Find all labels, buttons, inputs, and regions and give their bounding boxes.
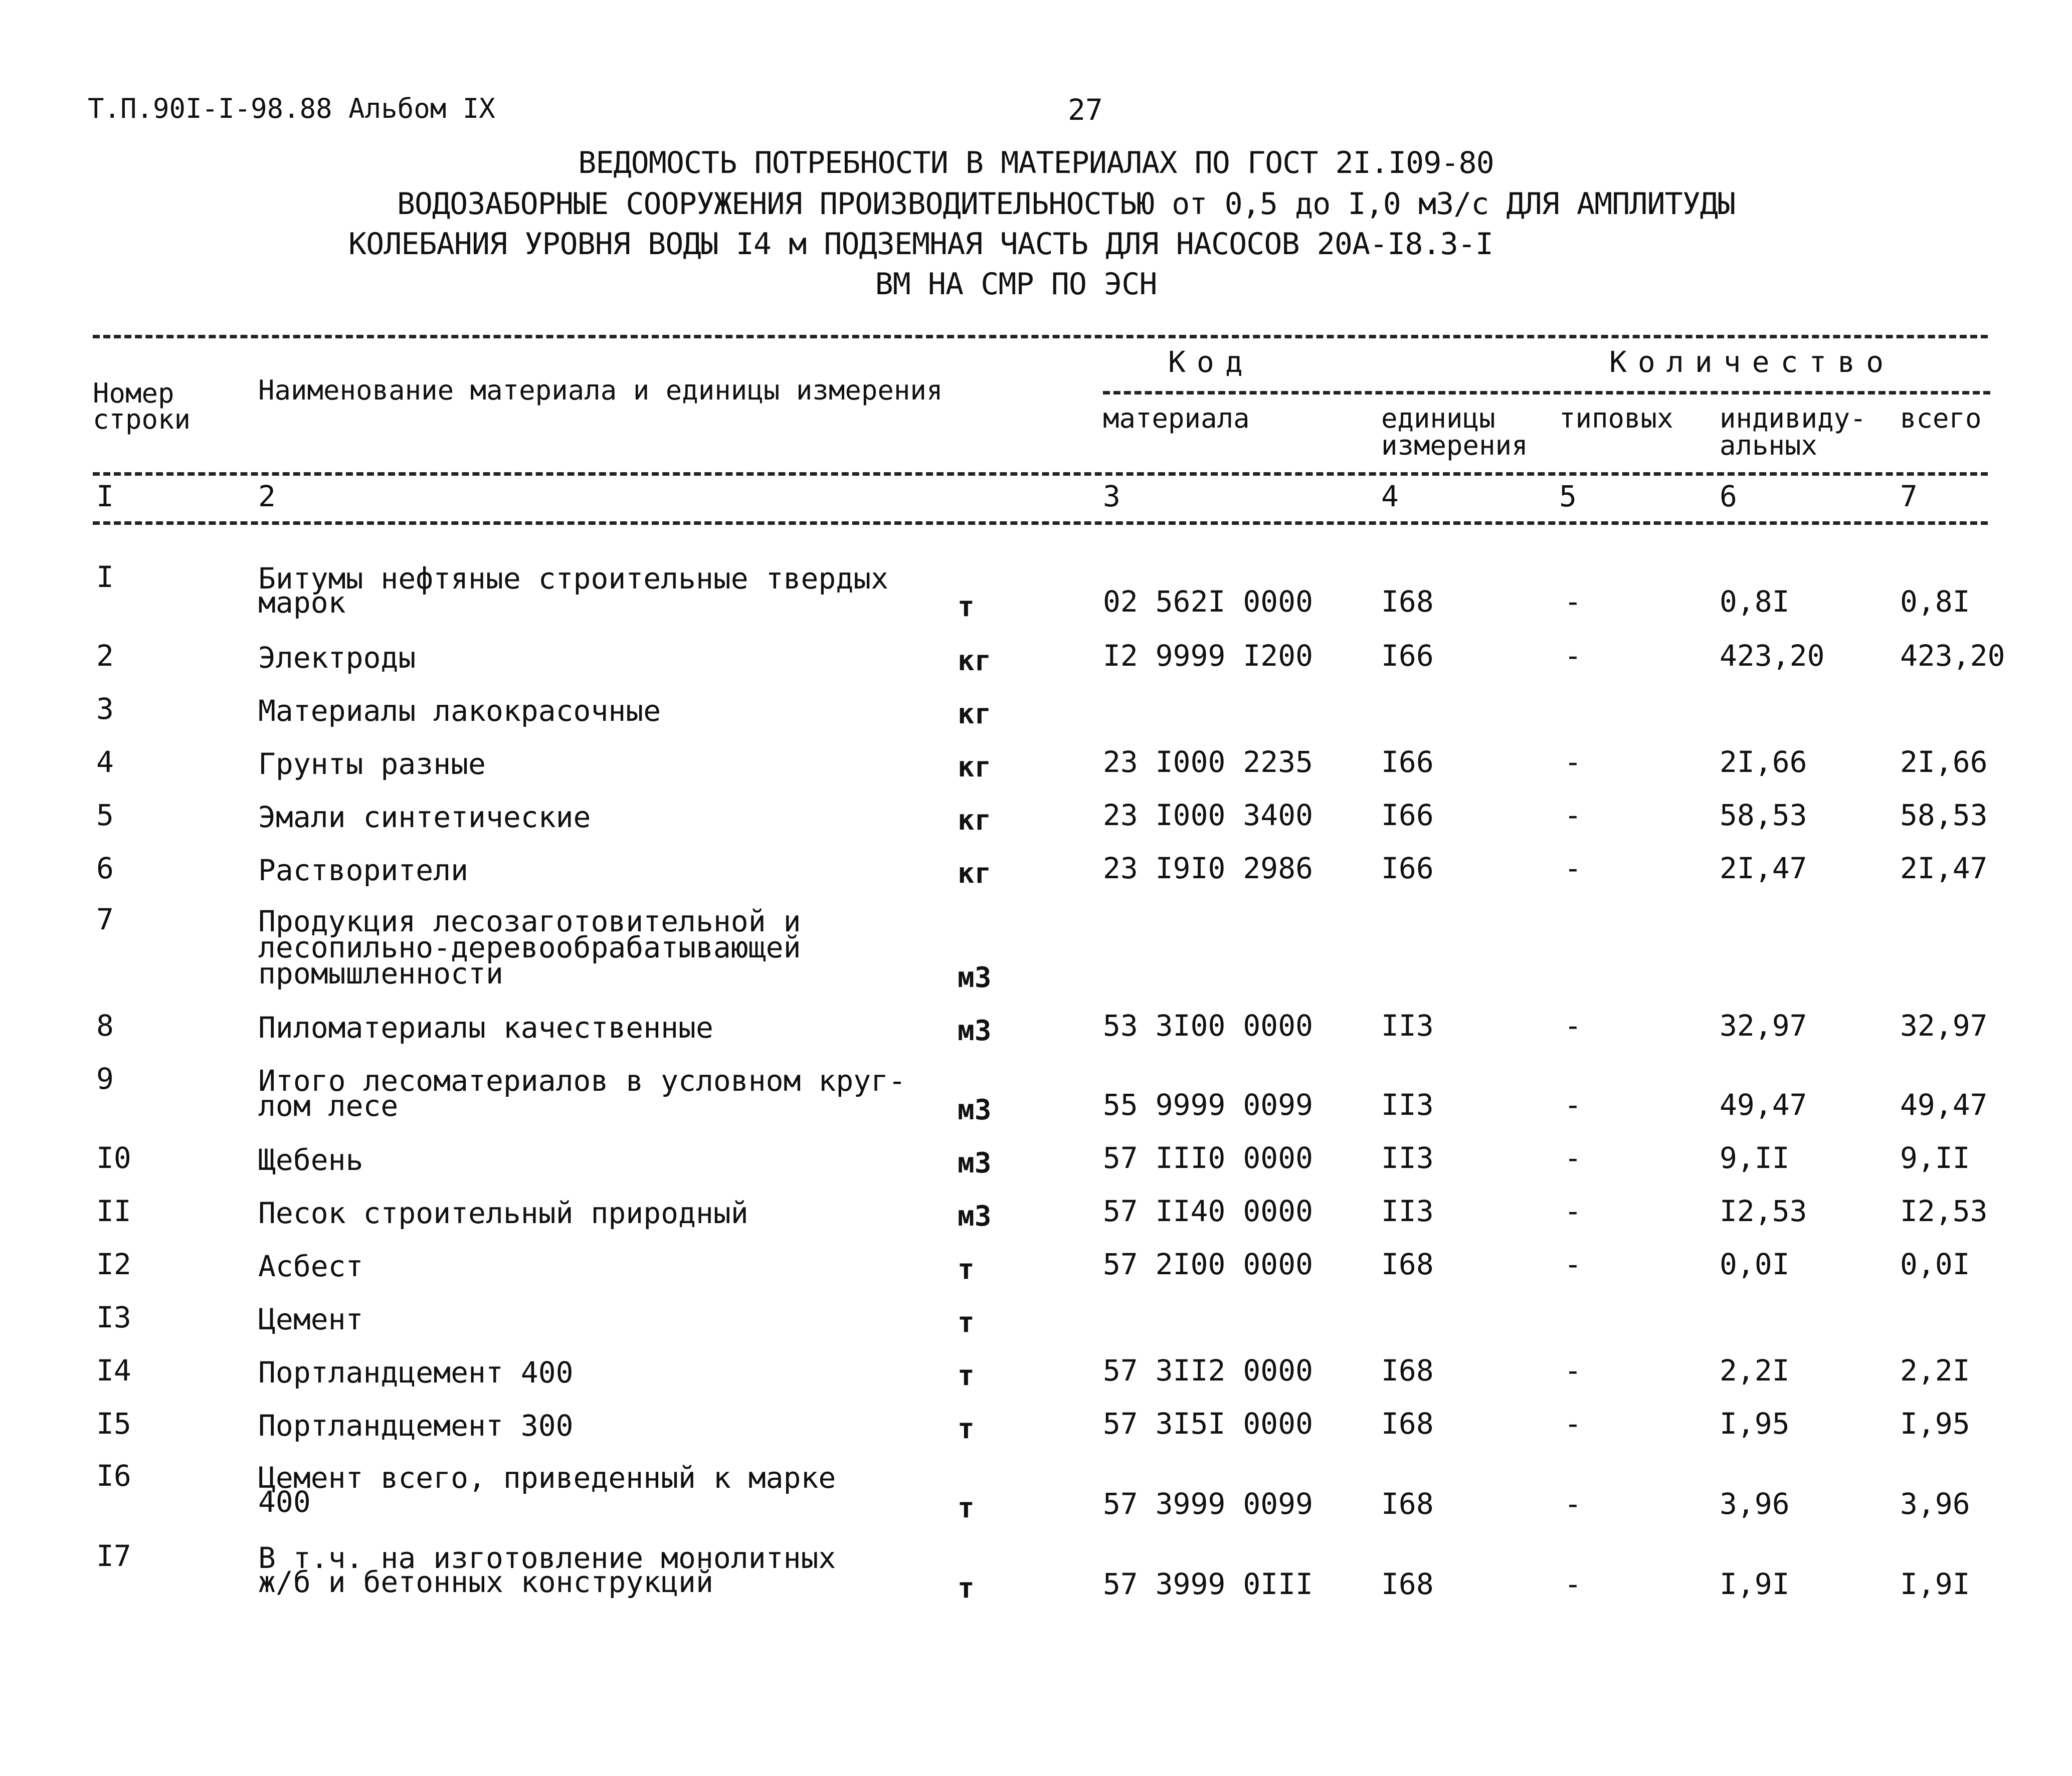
material-name: Щебень [258,1143,363,1177]
unit-code: II3 [1381,1088,1434,1122]
material-code: I2 9999 I200 [1103,639,1313,673]
header-row-number-1: Номер [93,377,174,409]
unit: т [958,1492,975,1524]
individual-qty: I,95 [1720,1407,1790,1441]
title-line-1: ВЕДОМОСТЬ ПОТРЕБНОСТИ В МАТЕРИАЛАХ ПО ГОСТ 2I.I09-80 [578,145,1494,180]
unit-code: I68 [1381,1407,1434,1441]
row-number: 5 [96,798,114,832]
page-number: 27 [1068,93,1103,127]
header-row-number-2: строки [93,404,191,435]
unit: м3 [958,1147,992,1179]
typical-qty: - [1564,1194,1582,1228]
individual-qty: I2,53 [1720,1194,1807,1228]
material-name-cont: ж/б и бетонных конструкций [258,1565,713,1599]
unit: т [958,1253,975,1286]
typical-qty: - [1564,1088,1582,1122]
unit: т [958,1359,975,1392]
unit: м3 [958,1200,992,1233]
header-unit-code-1: единицы [1381,403,1495,434]
unit-code: I68 [1381,1353,1434,1388]
material-code: 55 9999 0099 [1103,1088,1313,1122]
column-number: 5 [1559,479,1577,513]
material-name: Грунты разные [258,747,486,781]
row-number: 8 [96,1009,114,1043]
material-name: Растворители [258,853,469,887]
column-number: 3 [1103,479,1120,513]
table-top-rule [93,335,1988,338]
material-code: 23 I000 2235 [1103,745,1313,779]
row-number: 7 [96,902,114,936]
individual-qty: 49,47 [1720,1088,1807,1122]
material-name: Итого лесоматериалов в условном круг- [258,1064,906,1098]
title-line-2: ВОДОЗАБОРНЫЕ СООРУЖЕНИЯ ПРОИЗВОДИТЕЛЬНОСТЬЮ от 0,5 до I,0 м3/с ДЛЯ АМПЛИТУДЫ [397,186,1736,222]
total-qty: 32,97 [1900,1009,1988,1043]
total-qty: 2,2I [1900,1353,1970,1388]
title-line-3: КОЛЕБАНИЯ УРОВНЯ ВОДЫ I4 м ПОДЗЕМНАЯ ЧАСТЬ ДЛЯ НАСОСОВ 20А-I8.3-I [348,227,1493,262]
typical-qty: - [1564,639,1582,673]
material-name-cont: промышленности [258,956,503,991]
typical-qty: - [1564,745,1582,779]
row-number: I7 [96,1539,131,1573]
unit: кг [958,751,992,783]
row-number: I4 [96,1353,131,1388]
unit-code: I66 [1381,639,1434,673]
typical-qty: - [1564,1247,1582,1281]
total-qty: 0,0I [1900,1247,1970,1281]
material-code: 57 3999 0III [1103,1567,1313,1601]
row-number: I6 [96,1459,131,1493]
material-name-cont: лесопильно-деревообрабатывающей [258,930,801,964]
individual-qty: 9,II [1720,1141,1790,1175]
unit-code: I66 [1381,851,1434,885]
unit-code: I66 [1381,745,1434,779]
material-name: Песок строительный природный [258,1196,748,1230]
unit: кг [958,857,992,890]
unit-code: II3 [1381,1141,1434,1175]
total-qty: 3,96 [1900,1487,1970,1521]
material-name: Асбест [258,1249,363,1283]
material-name: Продукция лесозаготовительной и [258,904,801,938]
material-name: Цемент [258,1302,363,1336]
unit-code: I68 [1381,1567,1434,1601]
unit: м3 [958,1015,992,1047]
typical-qty: - [1564,1407,1582,1441]
unit: кг [958,698,992,730]
row-number: II [96,1194,131,1228]
total-qty: 2I,47 [1900,851,1988,885]
code-group-rule [1103,391,1990,394]
unit: т [958,1413,975,1445]
header-total: всего [1900,403,1982,434]
total-qty: 423,20 [1900,639,2005,673]
row-number: I0 [96,1141,131,1175]
unit-code: II3 [1381,1194,1434,1228]
material-name: Пиломатериалы качественные [258,1011,713,1045]
material-code: 57 II40 0000 [1103,1194,1313,1228]
material-name: Цемент всего, приведенный к марке [258,1461,836,1495]
row-number: 6 [96,851,114,885]
header-material-name: Наименование материала и единицы измерения [258,374,943,406]
typical-qty: - [1564,584,1582,619]
row-number: I [96,560,114,594]
individual-qty: 2,2I [1720,1353,1790,1388]
total-qty: I,9I [1900,1567,1970,1601]
unit: т [958,590,975,623]
column-number: 2 [258,479,276,513]
material-code: 57 3II2 0000 [1103,1353,1313,1388]
header-quantity-group: Количество [1609,345,1895,379]
individual-qty: 2I,66 [1720,745,1807,779]
material-code: 23 I000 3400 [1103,798,1313,832]
unit: м3 [958,1094,992,1126]
total-qty: 2I,66 [1900,745,1988,779]
unit: т [958,1306,975,1339]
unit-code: I68 [1381,1247,1434,1281]
unit-code: I66 [1381,798,1434,832]
individual-qty: 3,96 [1720,1487,1790,1521]
row-number: 4 [96,745,114,779]
column-number: 7 [1900,479,1918,513]
material-name-cont: марок [258,585,346,620]
unit: м3 [958,961,992,994]
header-bottom-rule [93,472,1988,476]
material-code: 57 2I00 0000 [1103,1247,1313,1281]
row-number: I5 [96,1407,131,1441]
total-qty: 58,53 [1900,798,1988,832]
header-typical: типовых [1559,403,1673,434]
material-name: Эмали синтетические [258,800,591,834]
material-name: Портландцемент 300 [258,1409,574,1443]
header-material-code: материала [1103,403,1250,434]
total-qty: 0,8I [1900,584,1970,619]
material-name: Материалы лакокрасочные [258,694,661,728]
material-code: 23 I9I0 2986 [1103,851,1313,885]
individual-qty: 32,97 [1720,1009,1807,1043]
column-numbers-rule [93,521,1988,525]
column-number: 4 [1381,479,1399,513]
typical-qty: - [1564,1141,1582,1175]
unit: кг [958,645,992,677]
document-reference: Т.П.90I-I-98.88 Альбом IX [88,93,495,124]
typical-qty: - [1564,1353,1582,1388]
material-name: Портландцемент 400 [258,1355,574,1390]
unit-code: I68 [1381,1487,1434,1521]
typical-qty: - [1564,851,1582,885]
title-line-4: ВМ НА СМР ПО ЭСН [875,267,1157,302]
individual-qty: I,9I [1720,1567,1790,1601]
column-number: 6 [1720,479,1737,513]
total-qty: 9,II [1900,1141,1970,1175]
individual-qty: 0,0I [1720,1247,1790,1281]
typical-qty: - [1564,1009,1582,1043]
unit-code: II3 [1381,1009,1434,1043]
material-name: Битумы нефтяные строительные твердых [258,561,889,596]
header-individual-1: индивиду- [1720,403,1866,434]
header-code-group: Код [1168,345,1254,379]
header-individual-2: альных [1720,430,1818,461]
typical-qty: - [1564,798,1582,832]
individual-qty: 423,20 [1720,639,1825,673]
row-number: 2 [96,639,114,673]
row-number: 3 [96,692,114,726]
material-code: 57 3I5I 0000 [1103,1407,1313,1441]
material-code: 02 562I 0000 [1103,584,1313,619]
individual-qty: 0,8I [1720,584,1790,619]
material-name-cont: лом лесе [258,1089,399,1123]
unit: т [958,1572,975,1605]
unit-code: I68 [1381,584,1434,619]
total-qty: I2,53 [1900,1194,1988,1228]
material-code: 57 III0 0000 [1103,1141,1313,1175]
total-qty: 49,47 [1900,1088,1988,1122]
material-name-cont: 400 [258,1485,311,1519]
material-code: 57 3999 0099 [1103,1487,1313,1521]
material-name: Электроды [258,641,416,675]
row-number: 9 [96,1062,114,1096]
typical-qty: - [1564,1567,1582,1601]
row-number: I3 [96,1300,131,1334]
total-qty: I,95 [1900,1407,1970,1441]
material-code: 53 3I00 0000 [1103,1009,1313,1043]
header-unit-code-2: измерения [1381,430,1528,461]
unit: кг [958,804,992,837]
material-name: В т.ч. на изготовление монолитных [258,1541,836,1575]
individual-qty: 58,53 [1720,798,1807,832]
row-number: I2 [96,1247,131,1281]
typical-qty: - [1564,1487,1582,1521]
individual-qty: 2I,47 [1720,851,1807,885]
column-number: I [96,479,114,513]
